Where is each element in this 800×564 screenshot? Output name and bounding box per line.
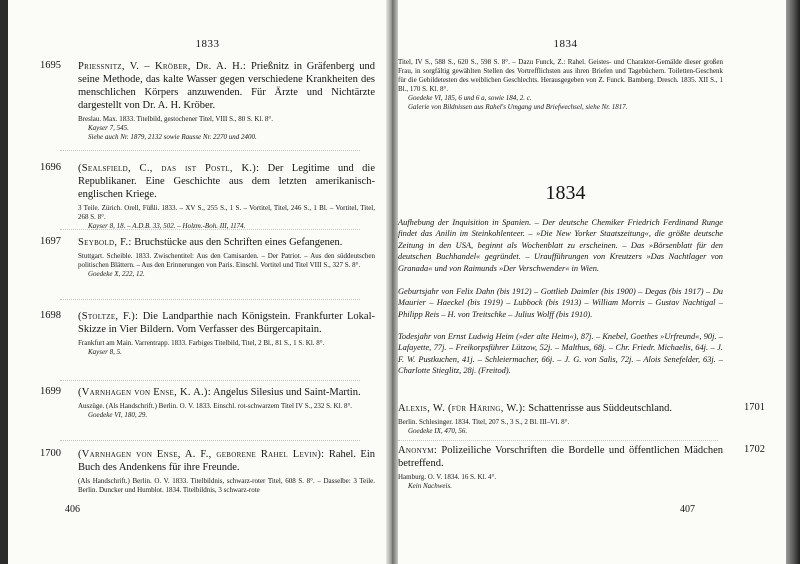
entry-reference: Goedeke X, 222, 12.: [88, 270, 145, 278]
bibliography-entry: [40, 448, 375, 495]
entry-publication: Breslau. Max. 1833. Titelbild, gestochener Titel, VIII S., 80 S. Kl. 8°.: [78, 115, 273, 123]
book-gutter: [386, 0, 398, 564]
right-page: [398, 0, 765, 564]
entry-title: Rahel. Ein Buch des Andenkens für ihre Freunde.: [78, 449, 376, 473]
left-page: [40, 0, 375, 564]
entry-title: Polizeiliche Vorschriften die Bordelle und öffentlichen Mädchen betreffend.: [398, 445, 723, 469]
entry-publication: 3 Teile. Zürich. Orell, Füßli. 1833. – XV S., 255 S., 1 S. – Vortitel, Titel, 246 S., 1 Bl. – Vortitel, Titel, 268 S. 8°.: [78, 204, 375, 221]
bibliography-entry: [40, 236, 375, 279]
entry-heading: [398, 444, 723, 470]
entry-publication: (Als Handschrift.) Berlin. O. V. 1833. Titelbildnis, schwarz-roter Titel, 608 S. 8°. – Dasselbe: 3 Teile. Berlin. Duncker und Humblot. 1834. Titelbildnis, 3 schwarz-rote: [78, 477, 375, 494]
entry-number: 1700: [40, 448, 61, 459]
entry-author: (Sealsfield, C., das ist Postl, K.):: [78, 163, 260, 174]
chronicle-paragraph: Geburtsjahr von Felix Dahn (bis 1912) – Gottlieb Daimler (bis 1900) – Degas (bis 1917) – Du Maurier – Haeckel (bis 1919) – Lubbock (bis 1913) – William Morris – Gustav Nachtigal – Philipp Reis – H. von Treitschke – Julius Wolff (bis 1910).: [398, 287, 723, 319]
entry-title: Schattenrisse aus Süddeutschland.: [528, 403, 672, 414]
scan-edge-right: [786, 0, 800, 564]
divider: [60, 229, 360, 230]
bibliography-entry: [398, 402, 765, 436]
entry-author: Anonym:: [398, 445, 438, 456]
divider: [60, 440, 360, 441]
entry-title: Prießnitz in Gräfenberg und seine Methode, das kalte Wasser gegen verschiedene Krankheiten des menschlichen Körpers anzuwenden. Für Ärzte und Nichtärzte dargestellt von Dr. A. H. Kröber.: [78, 61, 376, 111]
entry-reference: Kein Nachweis.: [408, 482, 452, 490]
entry-number: 1701: [744, 402, 765, 413]
entry-number: 1699: [40, 386, 61, 397]
entry-reference: Goedeke VI, 180, 29.: [88, 411, 148, 419]
entry-number: 1702: [744, 444, 765, 455]
entry-reference: Kayser 8, 5.: [88, 348, 122, 356]
entry-title: Angelus Silesius und Saint-Martin.: [212, 387, 361, 398]
entry-number: 1698: [40, 310, 61, 321]
continuation-text: Titel, IV S., 588 S., 620 S., 598 S. 8°. – Dazu Funck, Z.: Rahel. Geistes- und Charakter-Gemälde dieser großen Frau, in sorgfältig gewählten Stellen des Vortrefflichsten aus ihren Briefen und Tagebüchern. Toiletten-Geschenk für die Gebildetesten des weiblichen Geschlechts. Herausgegeben von Z. Funck. Bamberg. Dresch. 1835. XII S., 1 Bl., 170 S. Kl. 8°.: [398, 58, 723, 93]
bibliography-entry: [40, 310, 375, 357]
entry-publication: Stuttgart. Scheible. 1833. Zwischentitel: Aus den Camisarden. – Der Patriot. – Aus den süddeutschen politischen Blättern. – Aus den Erinnerungen von Paris. Einschl. Vortitel und Titel VIII S., 327 S. 8°.: [78, 252, 375, 269]
entry-publication: Hamburg. O. V. 1834. 16 S. Kl. 4°.: [398, 473, 497, 481]
entry-reference: Kayser 8, 18. – A.D.B. 33, 502. – Holzm.-Boh. III, 1174.: [88, 222, 246, 230]
entry-heading: [78, 448, 375, 474]
chronicle-paragraph: Aufhebung der Inquisition in Spanien. – Der deutsche Chemiker Friedrich Ferdinand Runge findet das Anilin im Steinkohlenteer. – »Die New Yorker Staatszeitung«, die größte deutsche Zeitung in den USA, beginnt als Wochenblatt zu erscheinen. – Das »Börsenblatt für den deutschen Buchhandel« gegründet. – Uraufführungen von Kreutzers »Das Nachtlager von Granada« und von Raimunds »Der Verschwender« in Wien.: [398, 218, 723, 273]
entry-publication: Frankfurt am Main. Varrentrapp. 1833. Farbiges Titelbild, Titel, 2 Bl., 81 S., 1 S. Kl. 8°.: [78, 339, 325, 347]
entry-reference: Kayser 7, 545.: [88, 124, 129, 132]
divider: [60, 150, 360, 151]
entry-author: (Varnhagen von Ense, K. A.):: [78, 387, 211, 398]
entry-heading: [78, 236, 375, 249]
entry-title: Der Legitime und die Republikaner. Eine Geschichte aus dem letzten amerikanisch-englischen Kriege.: [78, 163, 376, 200]
bibliography-entry: [40, 386, 375, 420]
entry-number: 1696: [40, 162, 61, 173]
entry-reference: Goedeke VI, 185, 6 und 6 a, sowie 184, 2. c.: [408, 94, 532, 102]
bibliography-entry: [40, 60, 375, 142]
entry-author: Priessnitz, V. – Kröber, Dr. A. H.:: [78, 61, 247, 72]
scan-edge-left: [0, 0, 8, 564]
page-number: 407: [680, 504, 695, 515]
entry-author: (Varnhagen von Ense, A. F., geborene Rahel Levin):: [78, 449, 325, 460]
section-year-heading: 1834: [545, 182, 586, 204]
chronicle-paragraph: Todesjahr von Ernst Ludwig Heim (»der alte Heim«), 87j. – Knebel, Goethes »Urfreund«, 90j. – Lafayette, 77j. – Freikorpsführer Lützow, 52j. – Malthus, 68j. – Chr. Friedr. Michaelis, 64j. – J. F. W. Pustkuchen, 41j. – Schleiermacher, 66j. – J. G. von Salis, 72j. – Alois Senefelder, 63j. – Charlotte Stieglitz, 28j. (Freitod).: [398, 332, 723, 376]
divider: [398, 440, 718, 441]
entry-publication: Auszüge. (Als Handschrift.) Berlin. O. V. 1833. Einschl. rot-schwarzem Titel IV S., 232 S. Kl. 8°.: [78, 402, 353, 410]
divider: [60, 299, 360, 300]
bibliography-entry: [40, 162, 375, 231]
entry-title: Bruchstücke aus den Schriften eines Gefangenen.: [134, 237, 343, 248]
entry-reference: Galerie von Bildnissen aus Rahel's Umgang und Briefwechsel, siehe Nr. 1817.: [408, 103, 628, 111]
entry-heading: [78, 310, 375, 336]
entry-heading: [78, 386, 375, 399]
page-number: 406: [65, 504, 80, 515]
entry-title: Die Landparthie nach Königstein. Frankfurter Lokal-Skizze in Vier Bildern. Vom Verfasser des Bürgercapitain.: [78, 311, 375, 335]
entry-reference: Siehe auch Nr. 1879, 2132 sowie Rausse Nr. 2270 und 2400.: [88, 133, 257, 141]
entry-heading: [78, 162, 375, 201]
running-head-year: 1833: [195, 38, 220, 50]
entry-author: Alexis, W. (für Häring, W.):: [398, 403, 526, 414]
entry-number: 1697: [40, 236, 61, 247]
bibliography-entry: [398, 444, 765, 491]
entry-publication: Berlin. Schlesinger. 1834. Titel, 207 S., 3 S., 2 Bl. III–VI. 8°.: [398, 418, 570, 426]
entry-author: Seybold, F.:: [78, 237, 132, 248]
divider: [60, 380, 360, 381]
entry-reference: Goedeke IX, 470, 56.: [408, 427, 468, 435]
entry-heading: [78, 60, 375, 112]
entry-author: (Stoltze, F.):: [78, 311, 139, 322]
entry-number: 1695: [40, 60, 61, 71]
entry-continuation: [398, 58, 733, 112]
entry-heading: [398, 402, 723, 415]
running-head-year: 1834: [553, 38, 578, 50]
